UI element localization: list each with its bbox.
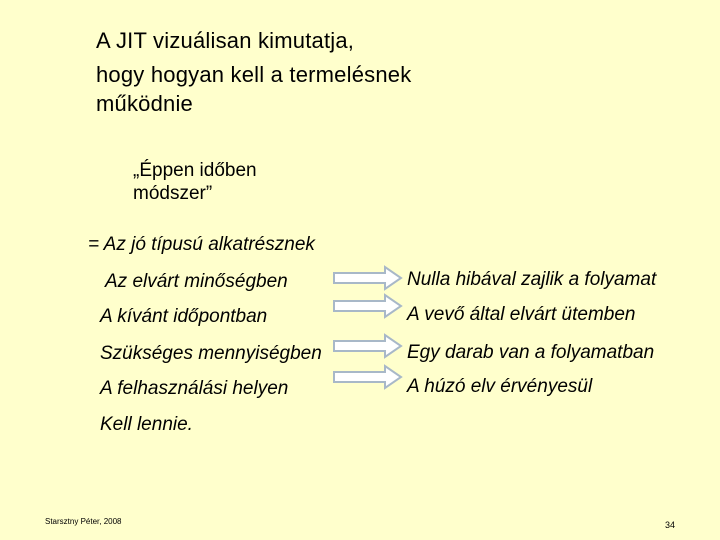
right-arrow-icon <box>333 265 403 291</box>
right-arrow-icon <box>333 364 403 390</box>
mapping-row <box>0 265 720 295</box>
title-line-2: hogy hogyan kell a termelésnek <box>96 62 412 87</box>
title-line-1: A JIT vizuálisan kimutatja, <box>96 28 355 53</box>
row-right-text: Egy darab van a folyamatban <box>407 342 655 363</box>
row-right-text: A vevő által elvárt ütemben <box>407 304 636 325</box>
row-left-text: Az elvárt minőségben <box>105 271 288 292</box>
row-left-text: Szükséges mennyiségben <box>100 343 322 364</box>
row-right-text: A húzó elv érvényesül <box>407 376 593 397</box>
page-number: 34 <box>665 520 676 530</box>
mapping-row <box>0 333 720 363</box>
mapping-row <box>0 293 720 327</box>
row-left-text: A kívánt időpontban <box>100 306 268 327</box>
closing-text: Kell lennie. <box>100 414 193 435</box>
subtitle-line-2: módszer” <box>133 183 213 204</box>
intro-text: = Az jó típusú alkatrésznek <box>88 234 315 255</box>
row-left-text: A felhasználási helyen <box>100 378 289 399</box>
right-arrow-icon <box>333 333 403 359</box>
subtitle-line-1: „Éppen időben <box>133 160 257 181</box>
row-right-text: Nulla hibával zajlik a folyamat <box>407 269 657 290</box>
title-line-3: működnie <box>96 91 193 116</box>
mapping-row <box>0 364 720 399</box>
right-arrow-icon <box>333 293 403 319</box>
footer-author: Starsztny Péter, 2008 <box>45 517 122 526</box>
